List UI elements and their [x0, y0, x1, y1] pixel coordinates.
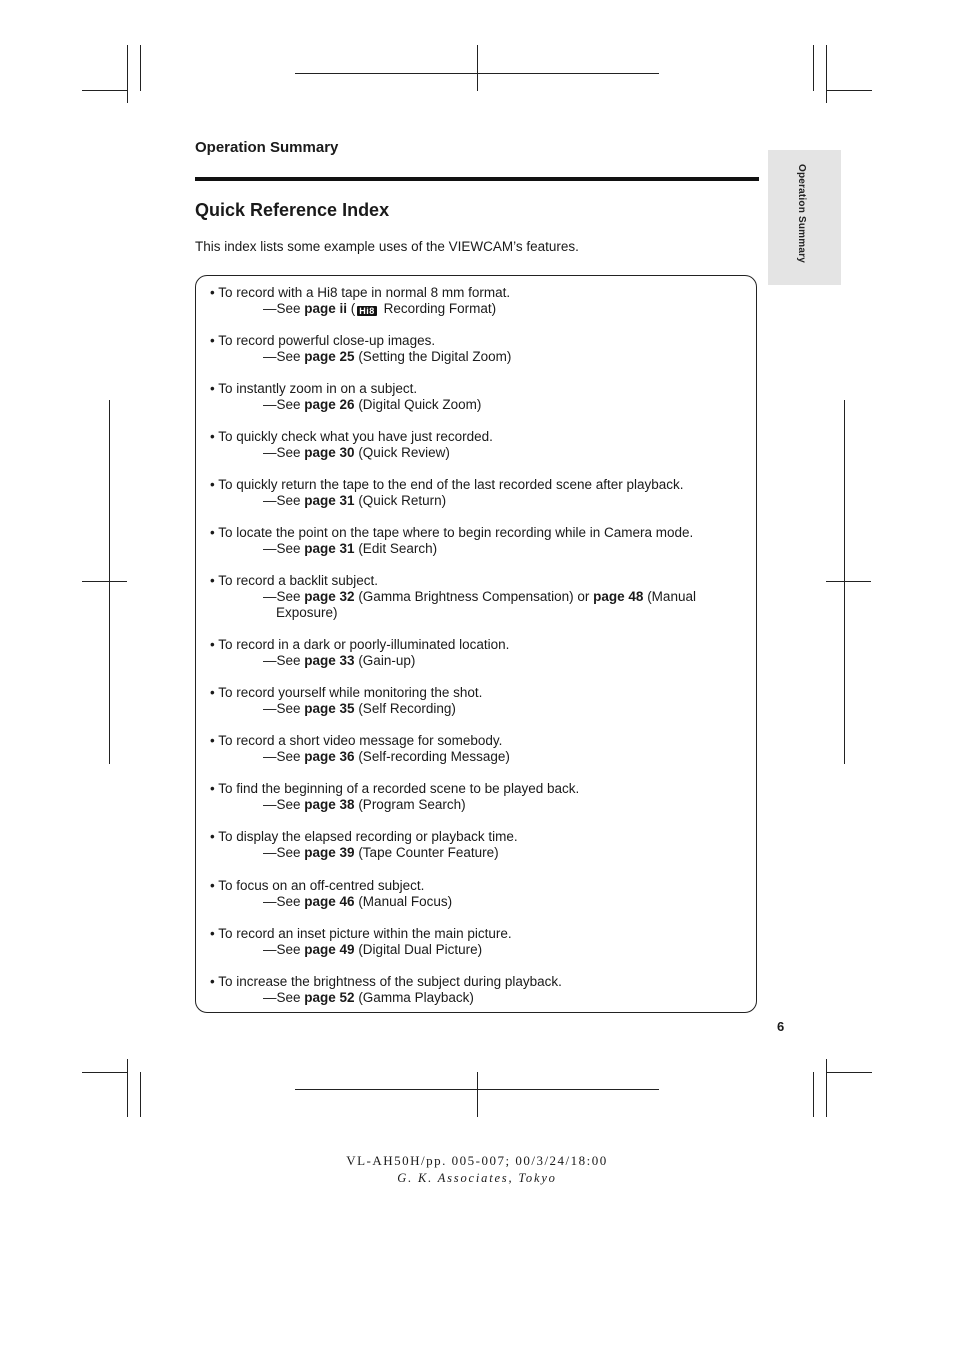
- page-reference: page 52: [304, 990, 355, 1005]
- list-item: • To record an inset picture within the main picture. —See page 49 (Digital Dual Picture): [210, 926, 512, 957]
- entry-text: To find the beginning of a recorded scene to be played back.: [218, 781, 580, 796]
- page-reference: page 39: [304, 845, 355, 860]
- list-item: • To quickly return the tape to the end of the last recorded scene after playback. —See page 31 (Quick Return): [210, 477, 684, 508]
- entry-text: To instantly zoom in on a subject.: [218, 381, 418, 396]
- page-reference: page 35: [304, 701, 355, 716]
- entry-text: To record a short video message for somebody.: [218, 733, 503, 748]
- page-reference: page 36: [304, 749, 355, 764]
- quick-reference-box: [195, 275, 757, 1013]
- entry-text: To record with a Hi8 tape in normal 8 mm format.: [218, 285, 511, 300]
- page-reference: page 25: [304, 349, 355, 364]
- page-number: 6: [777, 1019, 785, 1034]
- list-item: • To quickly check what you have just recorded. —See page 30 (Quick Review): [210, 429, 493, 460]
- section-label: Operation Summary: [195, 139, 339, 156]
- page-reference: page 46: [304, 894, 355, 909]
- list-item: • To record yourself while monitoring the shot. —See page 35 (Self Recording): [210, 685, 483, 716]
- entry-text: To locate the point on the tape where to begin recording while in Camera mode.: [218, 525, 694, 540]
- page-reference: page 49: [304, 942, 355, 957]
- page-reference: page 38: [304, 797, 355, 812]
- list-item: • To record in a dark or poorly-illuminated location. —See page 33 (Gain-up): [210, 637, 510, 668]
- page-reference: page 31: [304, 541, 355, 556]
- page-title: Quick Reference Index: [195, 200, 390, 220]
- entry-text: To display the elapsed recording or playback time.: [218, 829, 518, 844]
- header-rule: [195, 177, 759, 181]
- list-item: • To record a backlit subject. —See page 32 (Gamma Brightness Compensation) or page 48 (Manual Exposure): [210, 573, 696, 620]
- page-reference: page ii: [304, 301, 348, 316]
- list-item: • To display the elapsed recording or playback time. —See page 39 (Tape Counter Feature): [210, 829, 518, 860]
- entry-text: To record in a dark or poorly-illuminated location.: [218, 637, 510, 652]
- page-reference: page 32: [304, 589, 355, 604]
- footer-job-info: VL-AH50H/pp. 005-007; 00/3/24/18:00: [346, 1153, 608, 1168]
- intro-text: This index lists some example uses of the VIEWCAM’s features.: [195, 239, 579, 254]
- entry-text: To record powerful close-up images.: [218, 333, 436, 348]
- list-item: • To find the beginning of a recorded scene to be played back. —See page 38 (Program Search): [210, 781, 580, 812]
- list-item: • To increase the brightness of the subject during playback. —See page 52 (Gamma Playback): [210, 974, 562, 1005]
- list-item: • To record powerful close-up images. —See page 25 (Setting the Digital Zoom): [210, 333, 512, 364]
- hi8-logo-icon: Hi8: [359, 306, 375, 316]
- list-item: • To locate the point on the tape where to begin recording while in Camera mode. —See page 31 (Edit Search): [210, 525, 694, 556]
- page-reference: page 31: [304, 493, 355, 508]
- entry-text: To quickly check what you have just recorded.: [218, 429, 493, 444]
- entry-text: To record a backlit subject.: [218, 573, 379, 588]
- list-item: • To record with a Hi8 tape in normal 8 mm format. —See page ii ( Hi8 Recording Format): [210, 285, 511, 316]
- side-tab-label: Operation Summary: [796, 164, 807, 263]
- list-item: • To focus on an off-centred subject. —See page 46 (Manual Focus): [210, 878, 453, 909]
- entry-text: To record yourself while monitoring the shot.: [218, 685, 483, 700]
- list-item: • To instantly zoom in on a subject. —See page 26 (Digital Quick Zoom): [210, 381, 482, 412]
- page-reference: page 26: [304, 397, 355, 412]
- entry-text: To record an inset picture within the main picture.: [218, 926, 512, 941]
- footer-publisher: G. K. Associates, Tokyo: [397, 1171, 557, 1185]
- list-item: • To record a short video message for somebody. —See page 36 (Self-recording Message): [210, 733, 510, 764]
- entry-text: To focus on an off-centred subject.: [218, 878, 425, 893]
- entry-text: To increase the brightness of the subject during playback.: [218, 974, 562, 989]
- page-reference-secondary: page 48: [593, 589, 644, 604]
- side-tab: [768, 150, 841, 285]
- page-reference: page 33: [304, 653, 355, 668]
- entry-text: To quickly return the tape to the end of the last recorded scene after playback.: [218, 477, 684, 492]
- page-reference: page 30: [304, 445, 355, 460]
